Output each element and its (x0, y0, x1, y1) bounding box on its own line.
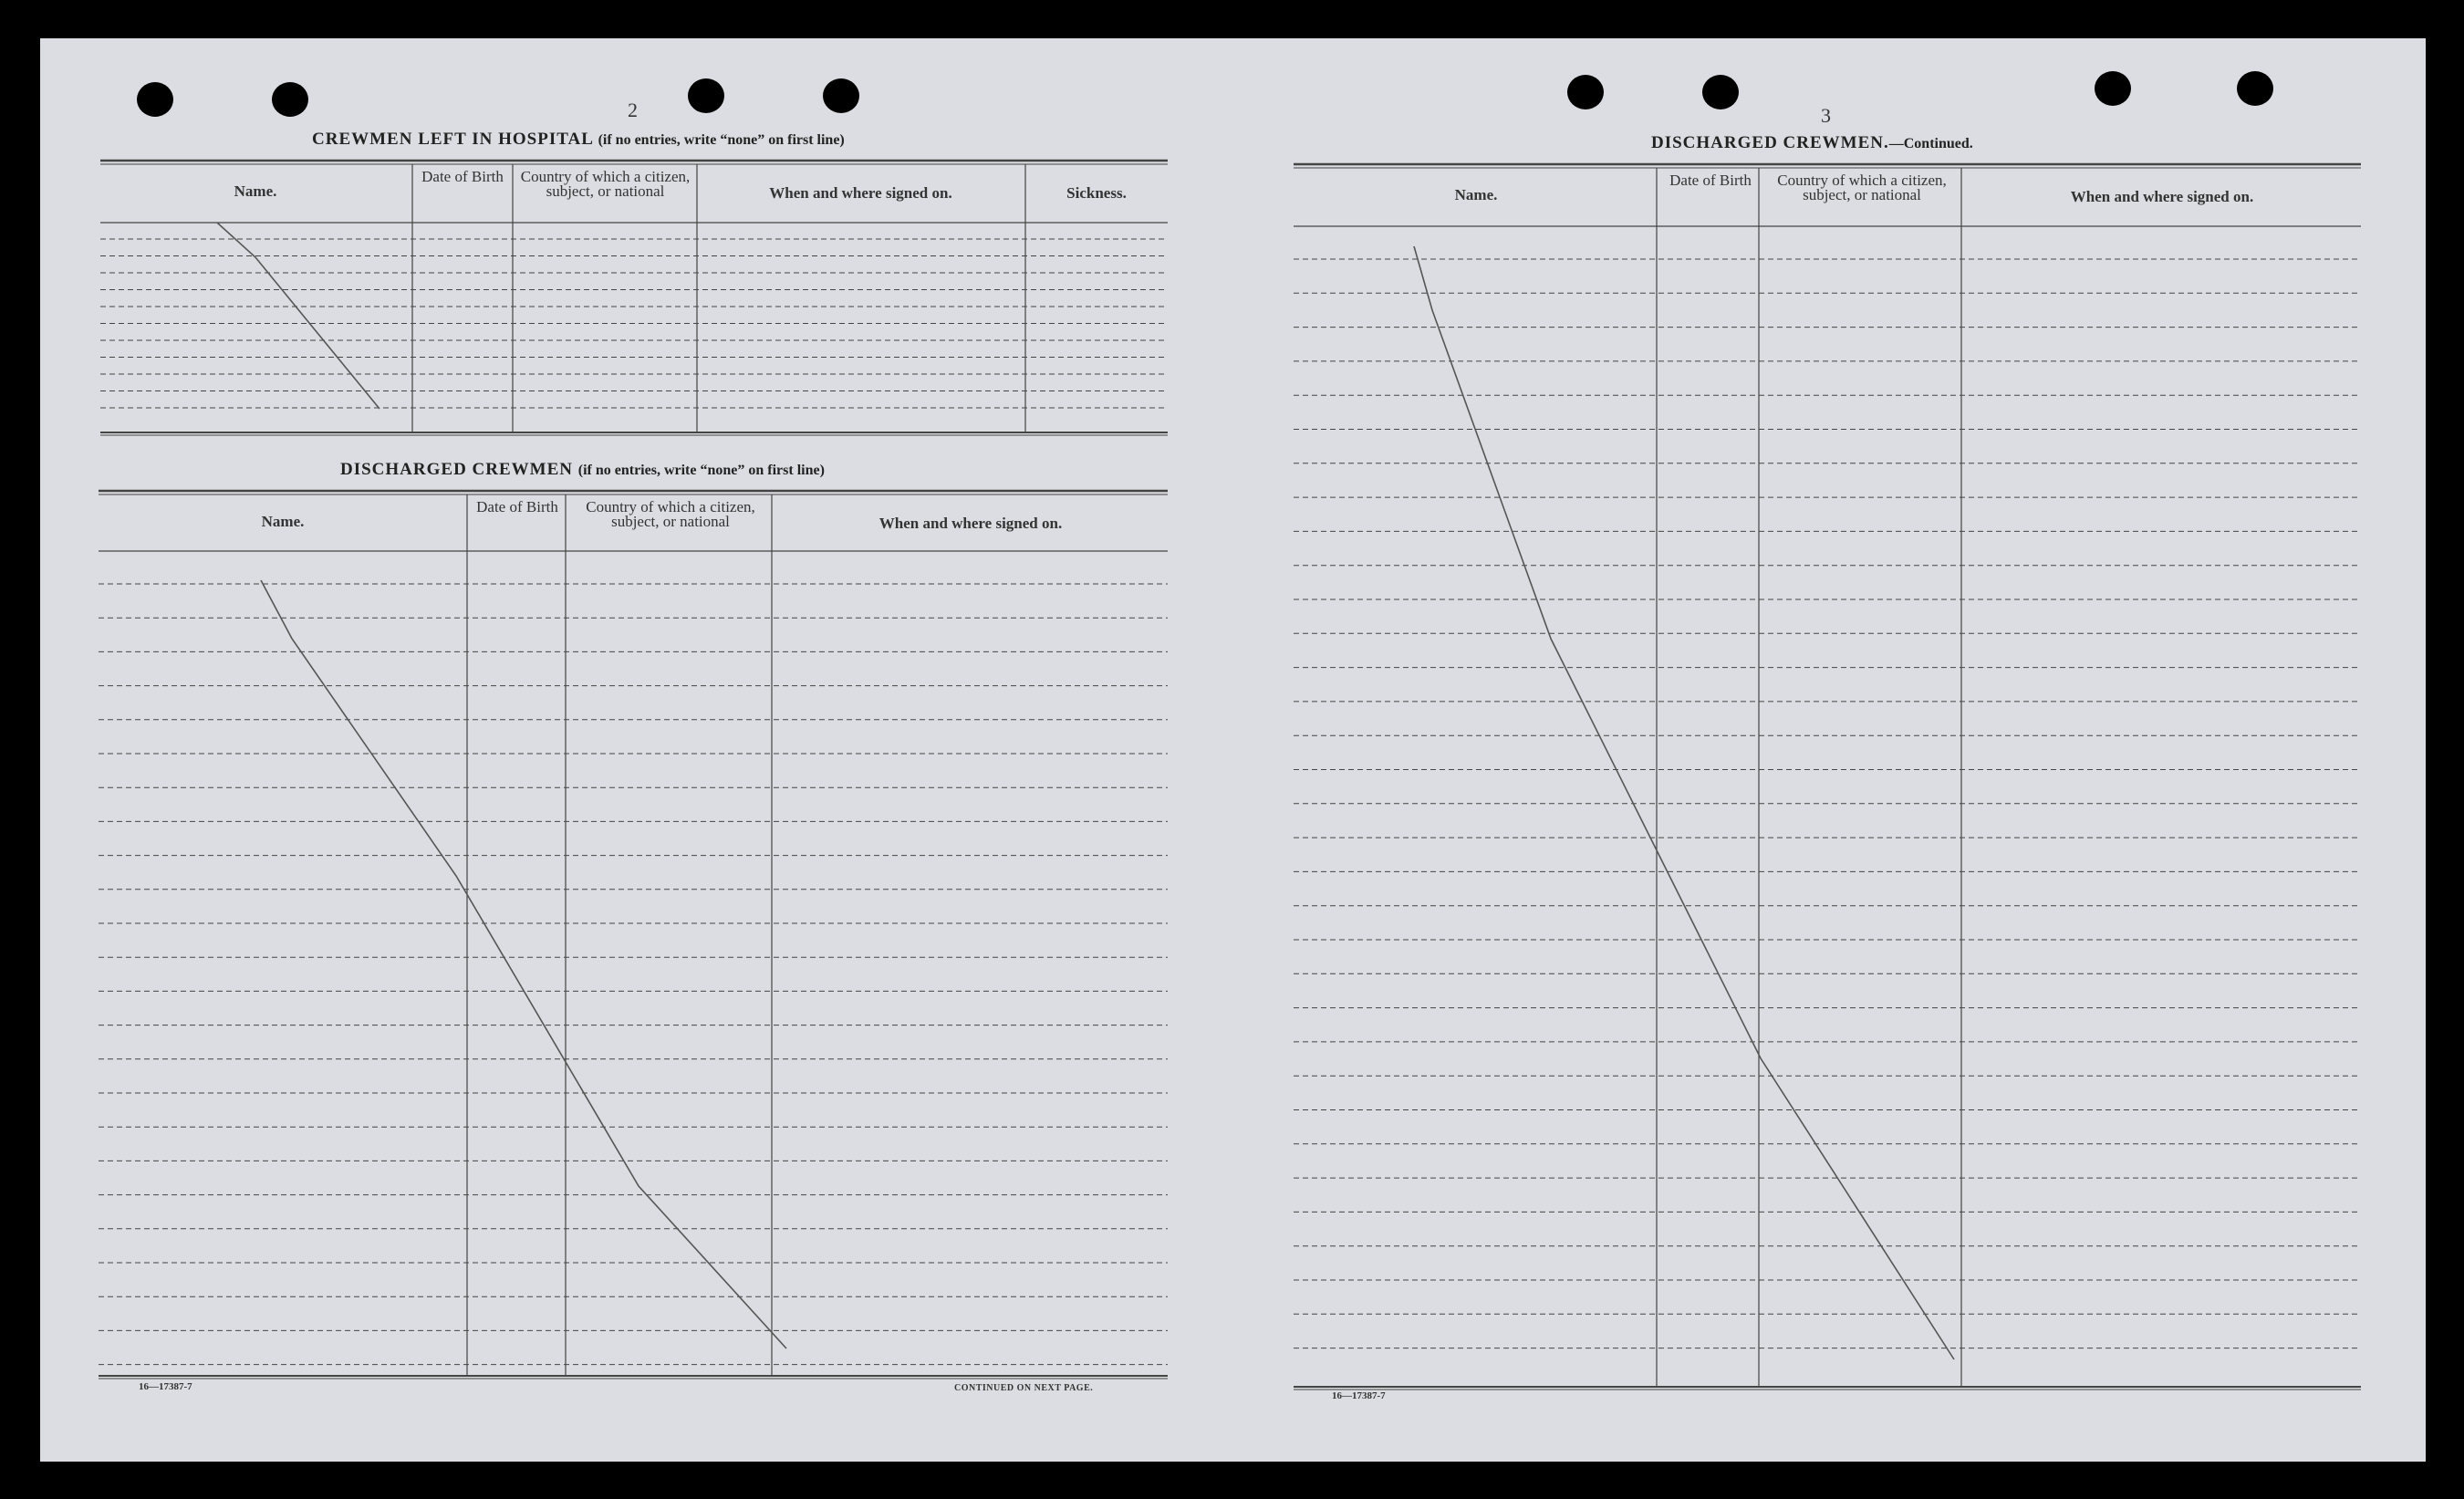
column-header-name: Name. (1454, 186, 1498, 203)
column-header-date-of-birth: Date of Birth (421, 168, 504, 185)
discharged-section-note: (if no entries, write “none” on first line) (577, 463, 825, 478)
strike-mark (261, 580, 786, 1348)
hospital-section-title (312, 130, 845, 150)
hospital-section-heading: CREWMEN LEFT IN HOSPITAL (312, 130, 593, 149)
strike-mark (1414, 246, 1954, 1359)
column-header-name: Name. (234, 182, 277, 200)
continued-section-heading: DISCHARGED CREWMEN. (1651, 133, 1889, 152)
form-number: 16—17387-7 (139, 1381, 192, 1392)
column-header-date-of-birth: Date of Birth (476, 498, 558, 515)
discharged-section-heading: DISCHARGED CREWMEN (340, 460, 573, 479)
column-header-signed-on: When and where signed on. (879, 515, 1063, 532)
form-number: 16—17387-7 (1332, 1390, 1386, 1401)
page-number: 2 (628, 99, 638, 121)
column-header-signed-on: When and where signed on. (769, 184, 952, 202)
column-header-country: Country of which a citizen, subject, or national (586, 498, 755, 530)
column-header-country: Country of which a citizen, subject, or national (1777, 172, 1947, 203)
discharged-section-title (340, 460, 825, 480)
continued-suffix: —Continued. (1888, 136, 1973, 151)
column-header-country: Country of which a citizen, subject, or national (520, 168, 691, 200)
column-header-date-of-birth: Date of Birth (1669, 172, 1752, 189)
page-number: 3 (1821, 104, 1831, 127)
column-header-signed-on: When and where signed on. (2070, 188, 2254, 205)
hospital-section-note: (if no entries, write “none” on first line) (598, 132, 845, 148)
strike-mark (217, 223, 379, 409)
column-header-name: Name. (261, 513, 305, 530)
continued-section-title (1651, 133, 1973, 153)
continued-note: CONTINUED ON NEXT PAGE. (954, 1383, 1094, 1393)
column-header-sickness: Sickness. (1066, 184, 1127, 202)
